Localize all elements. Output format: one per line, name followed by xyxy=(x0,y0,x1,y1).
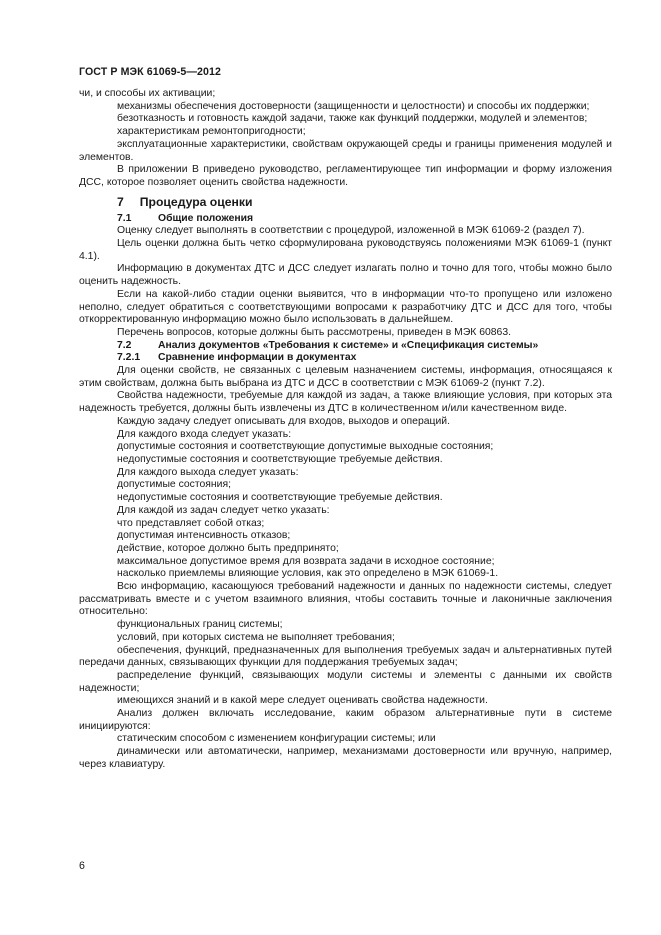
paragraph: безотказность и готовность каждой задачи, также как функций поддержки, модулей и элементов; xyxy=(117,113,588,125)
paragraph: Для каждого выхода следует указать: xyxy=(117,466,299,478)
subsection-number: 7.1 xyxy=(117,212,132,224)
paragraph: что представляет собой отказ; xyxy=(117,517,265,529)
paragraph: допустимая интенсивность отказов; xyxy=(117,530,291,542)
paragraph: функциональных границ системы; xyxy=(117,619,283,631)
subsection-heading xyxy=(79,352,612,365)
paragraph: имеющихся знаний и в какой мере следует оценивать свойства надежности. xyxy=(117,695,488,707)
paragraph: характеристикам ремонтопригодности; xyxy=(117,126,306,138)
paragraph: условий, при которых система не выполняет требования; xyxy=(117,631,395,643)
paragraph: максимальное допустимое время для возврата задачи в исходное состояние; xyxy=(117,555,495,567)
paragraph: Цель оценки должна быть четко сформулирована руководствуясь положениями МЭК 61069-1 (пункт 4.1). xyxy=(79,238,612,262)
paragraph: распределение функций, связывающих модули системы и элементы с данными их свойств надежности; xyxy=(79,669,612,694)
subsection-number: 7.2.1 xyxy=(117,352,141,364)
paragraph: механизмы обеспечения достоверности (защищенности и целостности) и способы их поддержки; xyxy=(117,100,590,112)
subsection-title: Анализ документов «Требования к системе» и «Спецификация системы» xyxy=(158,339,539,351)
paragraph: Информацию в документах ДТС и ДСС следует излагать полно и точно для того, чтобы можно было оценить надежность. xyxy=(79,263,612,288)
paragraph: Анализ должен включать исследование, каким образом альтернативные пути в системе инициируются: xyxy=(79,708,612,732)
subsection-heading xyxy=(79,340,612,353)
section-title: Процедура оценки xyxy=(139,194,253,209)
paragraph: действие, которое должно быть предпринято; xyxy=(117,542,339,554)
document-body xyxy=(79,88,612,772)
paragraph: чи, и способы их активации; xyxy=(79,88,216,99)
paragraph: Если на какой-либо стадии оценки выявится, что в информации что-то пропущено или изложено неполно, следует обратиться с соответствующими вопросами к разработчику ДТС и ДСС для того, чтобы откорректированную информацию можно было использовать в дальнейшем. xyxy=(79,288,612,326)
paragraph: Для каждого входа следует указать: xyxy=(117,428,292,440)
paragraph: Оценку следует выполнять в соответствии с процедурой, изложенной в МЭК 61069-2 (раздел 7). xyxy=(117,225,585,237)
paragraph: недопустимые состояния и соответствующие требуемые действия. xyxy=(117,453,443,465)
paragraph: Для оценки свойств, не связанных с целевым назначением системы, информация, относящаяся к этим свойствам, должна быть выбрана из ДТС и ДСС в соответствии с МЭК 61069-2 (пункт 7.2). xyxy=(79,365,612,389)
paragraph: Перечень вопросов, которые должны быть рассмотрены, приведен в МЭК 60863. xyxy=(117,326,512,338)
paragraph: эксплуатационные характеристики, свойствам окружающей среды и границы применения модулей и элементов. xyxy=(79,138,612,163)
paragraph: Всю информацию, касающуюся требований надежности и данных по надежности системы, следует рассматривать вместе и с учетом взаимного влияния, чтобы составить точные и лаконичные заключения относительно: xyxy=(79,581,612,618)
subsection-title: Сравнение информации в документах xyxy=(158,352,357,364)
section-number: 7 xyxy=(117,194,124,209)
subsection-number: 7.2 xyxy=(117,339,132,351)
paragraph: Каждую задачу следует описывать для входов, выходов и операций. xyxy=(117,415,450,427)
subsection-title: Общие положения xyxy=(158,212,254,224)
section-heading xyxy=(79,195,612,209)
paragraph: Для каждой из задач следует четко указать: xyxy=(117,504,330,516)
subsection-heading xyxy=(79,213,612,226)
paragraph: динамически или автоматически, например, механизмами достоверности или вручную, например, через клавиатуру. xyxy=(79,746,612,770)
paragraph: допустимые состояния и соответствующие допустимые выходные состояния; xyxy=(117,441,494,453)
document-header: ГОСТ Р МЭК 61069-5—2012 xyxy=(79,66,222,78)
page-number: 6 xyxy=(79,860,85,872)
paragraph: недопустимые состояния и соответствующие требуемые действия. xyxy=(117,492,443,504)
paragraph: В приложении В приведено руководство, регламентирующее тип информации и форму изложения ДСС, которое позволяет оценить свойства надежности. xyxy=(79,164,612,188)
paragraph: обеспечения, функций, предназначенных для выполнения требуемых задач и альтернативных путей передачи данных, связывающих функции для поддержания требуемых задач; xyxy=(79,644,612,669)
paragraph: насколько приемлемы влияющие условия, как это определено в МЭК 61069-1. xyxy=(117,568,499,580)
paragraph: Свойства надежности, требуемые для каждой из задач, а также влияющие условия, при которых эта надежность требуется, должны быть извлечены из ДТС в количественном и/или качественном виде. xyxy=(79,390,612,415)
paragraph: допустимые состояния; xyxy=(117,479,231,491)
paragraph: статическим способом с изменением конфигурации системы; или xyxy=(117,733,436,745)
